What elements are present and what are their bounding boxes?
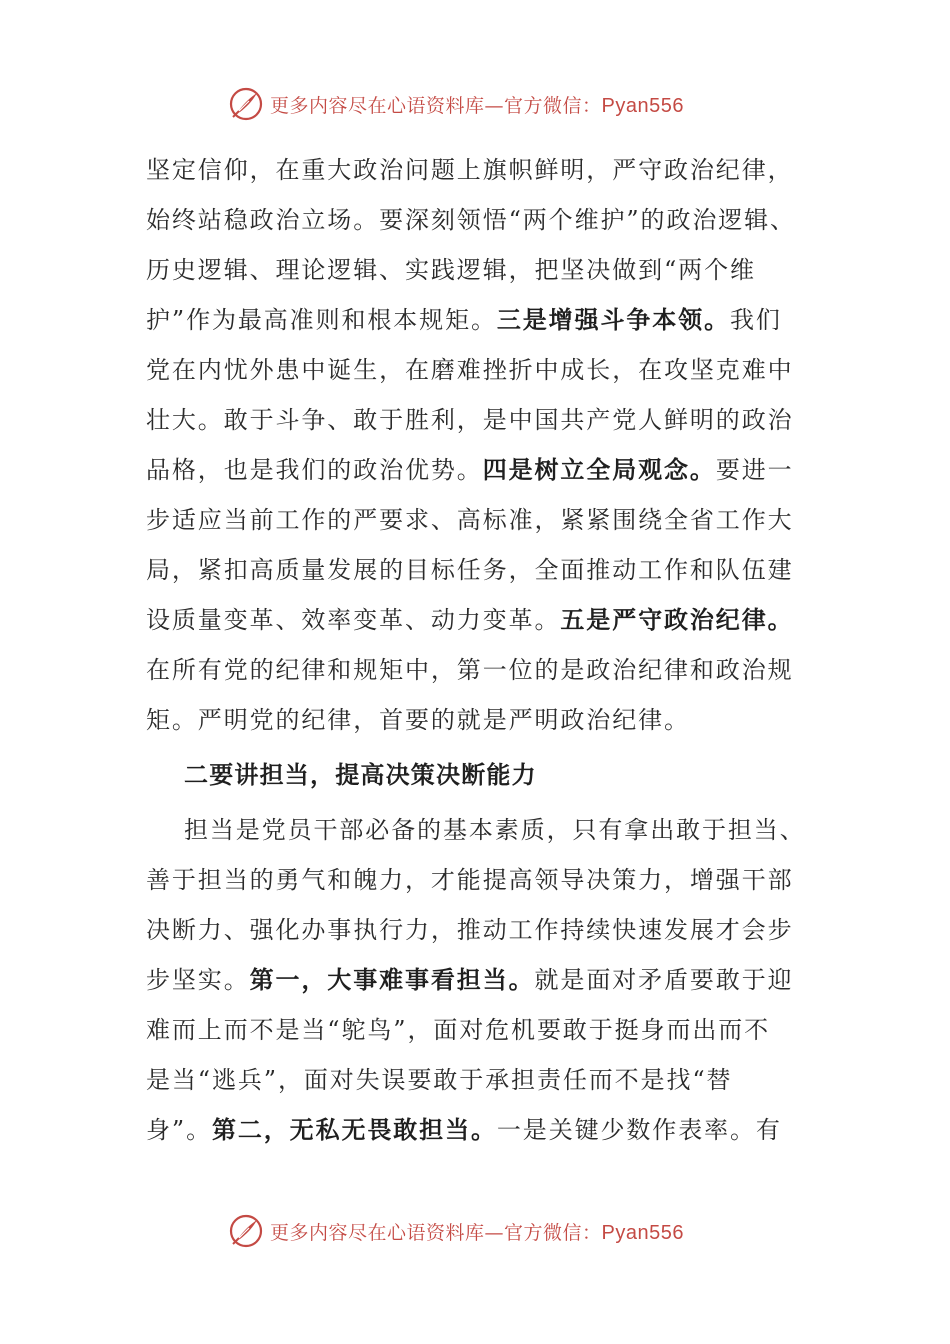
text-line: 身”。第二，无私无畏敢担当。一是关键少数作表率。有 (146, 1115, 782, 1144)
text-line: 步坚实。第一，大事难事看担当。就是面对矛盾要敢于迎 (146, 965, 794, 994)
text-line: 善于担当的勇气和魄力，才能提高领导决策力，增强干部 (146, 866, 794, 894)
feather-pen-logo-icon (228, 86, 264, 122)
bold-point: 第一，大事难事看担当。 (249, 965, 535, 994)
footer-banner (228, 1211, 684, 1251)
bold-point: 第二，无私无畏敢担当。 (211, 1115, 497, 1144)
banner-text: 更多内容尽在心语资料库—官方微信：Pyan556 (270, 94, 684, 117)
wechat-id: Pyan556 (601, 94, 684, 117)
text-line: 坚定信仰，在重大政治问题上旗帜鲜明，严守政治纪律， (146, 156, 794, 184)
section-heading: 二要讲担当，提高决策决断能力 (184, 760, 537, 789)
text-line: 品格，也是我们的政治优势。四是树立全局观念。要进一 (146, 455, 794, 484)
bold-point: 五是严守政治纪律。 (560, 605, 794, 634)
text-line: 是当“逃兵”，面对失误要敢于承担责任而不是找“替 (146, 1066, 733, 1094)
banner-text: 更多内容尽在心语资料库—官方微信：Pyan556 (270, 1221, 684, 1244)
text-line: 在所有党的纪律和规矩中，第一位的是政治纪律和政治规 (146, 656, 794, 684)
feather-pen-logo-icon (228, 1213, 264, 1249)
text-line: 党在内忧外患中诞生，在磨难挫折中成长，在攻坚克难中 (146, 356, 794, 384)
text-line: 决断力、强化办事执行力，推动工作持续快速发展才会步 (146, 916, 794, 944)
text-line: 护”作为最高准则和根本规矩。三是增强斗争本领。我们 (146, 305, 782, 334)
text-line: 矩。严明党的纪律，首要的就是严明政治纪律。 (146, 706, 690, 734)
text-line: 难而上而不是当“鸵鸟”，面对危机要敢于挺身而出而不 (146, 1016, 771, 1044)
text-line: 设质量变革、效率变革、动力变革。五是严守政治纪律。 (146, 605, 794, 634)
text-line: 局，紧扣高质量发展的目标任务，全面推动工作和队伍建 (146, 556, 794, 584)
wechat-id: Pyan556 (601, 1221, 684, 1244)
bold-point: 三是增强斗争本领。 (496, 305, 730, 334)
text-line: 历史逻辑、理论逻辑、实践逻辑，把坚决做到“两个维 (146, 256, 756, 284)
document-body (146, 145, 846, 1155)
text-line: 担当是党员干部必备的基本素质，只有拿出敢于担当、 (184, 816, 806, 844)
text-line: 始终站稳政治立场。要深刻领悟“两个维护”的政治逻辑、 (146, 206, 796, 234)
header-banner (228, 84, 684, 124)
text-line: 步适应当前工作的严要求、高标准，紧紧围绕全省工作大 (146, 506, 794, 534)
bold-point: 四是树立全局观念。 (482, 455, 716, 484)
text-line: 壮大。敢于斗争、敢于胜利，是中国共产党人鲜明的政治 (146, 406, 794, 434)
